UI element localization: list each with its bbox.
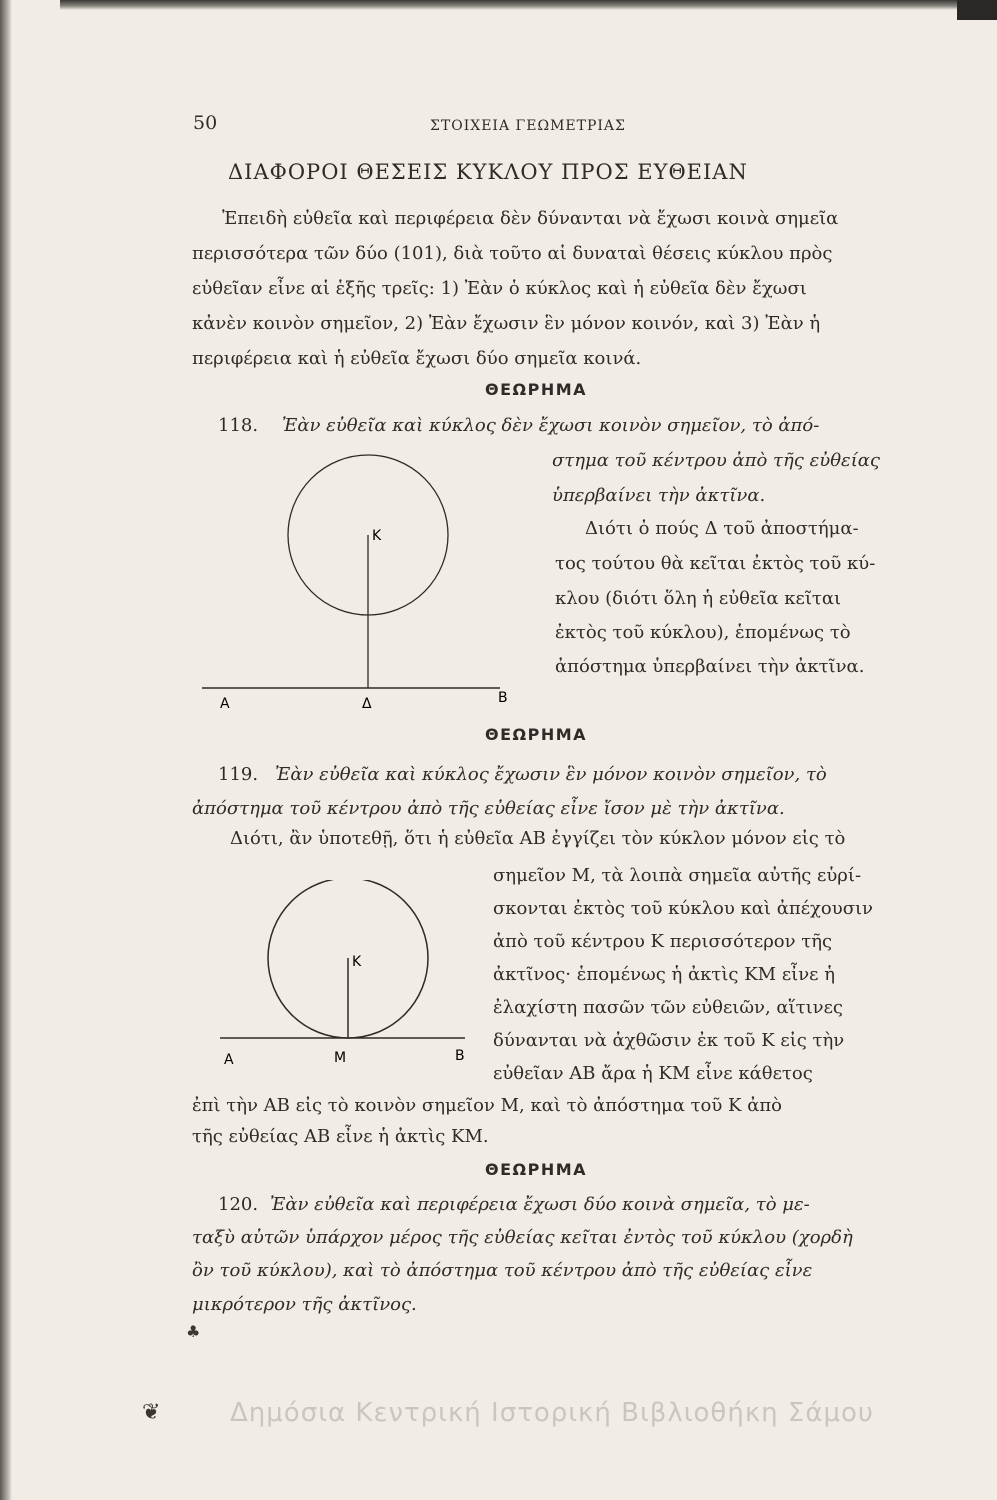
- figure-118: [190, 440, 530, 720]
- theorem-number: 118.: [218, 415, 259, 436]
- label-b: B: [498, 690, 508, 706]
- proof-line: Διότι ὁ πούς Δ τοῦ ἀποστήμα-: [585, 518, 859, 539]
- scan-corner: [957, 0, 997, 20]
- running-head: ΣΤΟΙΧΕΙΑ ΓΕΩΜΕΤΡΙΑΣ: [430, 118, 626, 134]
- label-center: K: [352, 954, 362, 970]
- theorem-statement-line: Ἐὰν εὐθεῖα καὶ κύκλος ἔχωσιν ἓν μόνον κοινὸν σημεῖον, τὸ: [275, 764, 827, 785]
- label-a: A: [224, 1052, 234, 1068]
- theorem-heading: ΘΕΩΡΗΜΑ: [485, 725, 588, 744]
- intro-line: περισσότερα τῶν δύο (101), διὰ τοῦτο αἱ δυναταὶ θέσεις κύκλου πρὸς: [192, 243, 833, 264]
- watermark: Δημόσια Κεντρική Ιστορική Βιβλιοθήκη Σάμου: [230, 1398, 874, 1428]
- proof-line: ἐλαχίστη πασῶν τῶν εὐθειῶν, αἵτινες: [493, 997, 843, 1018]
- label-b: B: [455, 1048, 465, 1064]
- theorem-statement-line: ὂν τοῦ κύκλου), καὶ τὸ ἀπόστημα τοῦ κέντρου ἀπὸ τῆς εὐθείας εἶνε: [192, 1260, 813, 1281]
- proof-line: σκονται ἐκτὸς τοῦ κύκλου καὶ ἀπέχουσιν: [493, 898, 873, 919]
- theorem-statement-line: Ἐὰν εὐθεῖα καὶ περιφέρεια ἔχωσι δύο κοινὰ σημεῖα, τὸ με-: [270, 1194, 810, 1215]
- theorem-statement-line: Ἐὰν εὐθεῖα καὶ κύκλος δὲν ἔχωσι κοινὸν σημεῖον, τὸ ἀπό-: [282, 415, 820, 436]
- theorem-statement-line: ἀπόστημα τοῦ κέντρου ἀπὸ τῆς εὐθείας εἶνε ἴσον μὲ τὴν ἀκτῖνα.: [192, 798, 785, 819]
- proof-line: εὐθεῖαν AB ἄρα ἡ KM εἶνε κάθετος: [493, 1063, 813, 1084]
- figure-119: [210, 880, 490, 1080]
- intro-line: κἀνὲν κοινὸν σημεῖον, 2) Ἐὰν ἔχωσιν ἓν μόνον κοινόν, καὶ 3) Ἐὰν ἡ: [192, 313, 821, 334]
- page-number: 50: [193, 112, 218, 134]
- proof-line: ἀπόστημα ὑπερβαίνει τὴν ἀκτῖνα.: [555, 656, 865, 677]
- proof-line: κλου (διότι ὅλη ἡ εὐθεῖα κεῖται: [555, 588, 842, 609]
- proof-line: τος τούτου θὰ κεῖται ἐκτὸς τοῦ κύ-: [555, 553, 876, 574]
- label-a: A: [220, 696, 230, 712]
- proof-line: τῆς εὐθείας AB εἶνε ἡ ἀκτὶς KM.: [192, 1126, 489, 1147]
- scan-shadow-top: [60, 0, 997, 10]
- proof-line: ἀκτῖνος· ἑπομένως ἡ ἀκτὶς KM εἶνε ἡ: [493, 964, 835, 985]
- theorem-statement-line: ταξὺ αὐτῶν ὑπάρχον μέρος τῆς εὐθείας κεῖται ἐντὸς τοῦ κύκλου (χορδὴ: [192, 1227, 853, 1248]
- label-m: M: [334, 1050, 347, 1066]
- proof-line: σημεῖον M, τὰ λοιπὰ σημεῖα αὐτῆς εὑρί-: [493, 865, 862, 886]
- theorem-heading: ΘΕΩΡΗΜΑ: [485, 380, 588, 399]
- theorem-statement-line: μικρότερον τῆς ἀκτῖνος.: [192, 1294, 417, 1315]
- proof-line: ἀπὸ τοῦ κέντρου K περισσότερον τῆς: [493, 931, 833, 952]
- theorem-number: 119.: [218, 764, 259, 785]
- proof-line: ἐπὶ τὴν AB εἰς τὸ κοινὸν σημεῖον M, καὶ τὸ ἀπόστημα τοῦ K ἀπὸ: [192, 1095, 783, 1116]
- theorem-statement-line: ὑπερβαίνει τὴν ἀκτῖνα.: [552, 485, 766, 506]
- intro-line: εὐθεῖαν εἶνε αἱ ἑξῆς τρεῖς: 1) Ἐὰν ὁ κύκλος καὶ ἡ εὐθεῖα δὲν ἔχωσι: [192, 278, 807, 299]
- ornament-icon: ♣: [186, 1322, 201, 1341]
- scan-shadow-left: [0, 0, 12, 1500]
- intro-line: περιφέρεια καὶ ἡ εὐθεῖα ἔχωσι δύο σημεῖα κοινά.: [192, 348, 642, 369]
- theorem-number: 120.: [218, 1194, 259, 1215]
- proof-line: ἐκτὸς τοῦ κύκλου), ἑπομένως τὸ: [555, 622, 851, 643]
- section-title: ΔΙΑΦΟΡΟΙ ΘΕΣΕΙΣ ΚΥΚΛΟΥ ΠΡΟΣ ΕΥΘΕΙΑΝ: [228, 160, 748, 184]
- theorem-statement-line: στημα τοῦ κέντρου ἀπὸ τῆς εὐθείας: [552, 450, 880, 471]
- label-center: K: [372, 528, 382, 544]
- intro-line: Ἐπειδὴ εὐθεῖα καὶ περιφέρεια δὲν δύνανται νὰ ἔχωσι κοινὰ σημεῖα: [222, 208, 839, 229]
- proof-line: δύνανται νὰ ἀχθῶσιν ἐκ τοῦ K εἰς τὴν: [493, 1030, 845, 1051]
- label-foot: Δ: [362, 696, 372, 712]
- theorem-heading: ΘΕΩΡΗΜΑ: [485, 1160, 588, 1179]
- proof-line: Διότι, ἂν ὑποτεθῇ, ὅτι ἡ εὐθεῖα AB ἐγγίζει τὸν κύκλον μόνον εἰς τὸ: [230, 828, 846, 849]
- library-emblem-icon: ❦: [142, 1400, 161, 1425]
